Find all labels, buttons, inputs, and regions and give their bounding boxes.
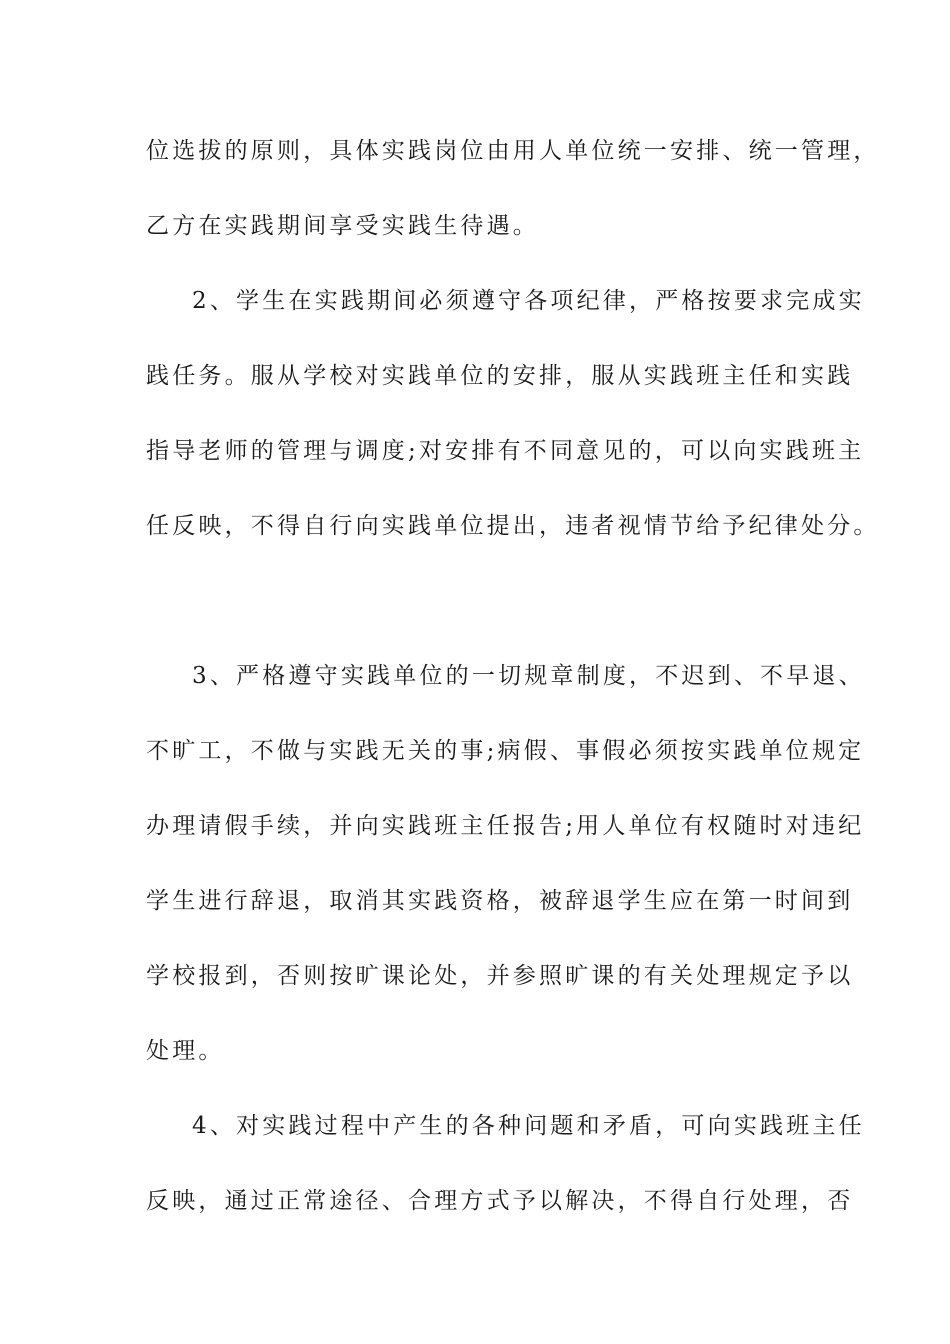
text-line: 位选拔的原则，具体实践岗位由用人单位统一安排、统一管理， [146, 138, 880, 164]
text-line: 指导老师的管理与调度;对安排有不同意见的，可以向实践班主 [146, 438, 865, 464]
text-line: 不旷工，不做与实践无关的事;病假、事假必须按实践单位规定 [146, 738, 865, 764]
text-line: 任反映，不得自行向实践单位提出，违者视情节给予纪律处分。 [146, 513, 880, 539]
text-line: 学生进行辞退，取消其实践资格，被辞退学生应在第一时间到 [146, 888, 854, 914]
paragraph-2-first-line: 2、学生在实践期间必须遵守各项纪律，严格按要求完成实 [192, 288, 865, 314]
text-line: 反映，通过正常途径、合理方式予以解决，不得自行处理，否 [146, 1188, 854, 1214]
text-line: 乙方在实践期间享受实践生待遇。 [146, 213, 539, 239]
paragraph-3-first-line: 3、严格遵守实践单位的一切规章制度，不迟到、不早退、 [192, 663, 865, 689]
text-line: 处理。 [146, 1038, 225, 1064]
paragraph-4-first-line: 4、对实践过程中产生的各种问题和矛盾，可向实践班主任 [192, 1113, 865, 1139]
text-line: 办理请假手续，并向实践班主任报告;用人单位有权随时对违纪 [146, 813, 865, 839]
text-line: 践任务。服从学校对实践单位的安排，服从实践班主任和实践 [146, 363, 854, 389]
text-line: 学校报到，否则按旷课论处，并参照旷课的有关处理规定予以 [146, 963, 854, 989]
